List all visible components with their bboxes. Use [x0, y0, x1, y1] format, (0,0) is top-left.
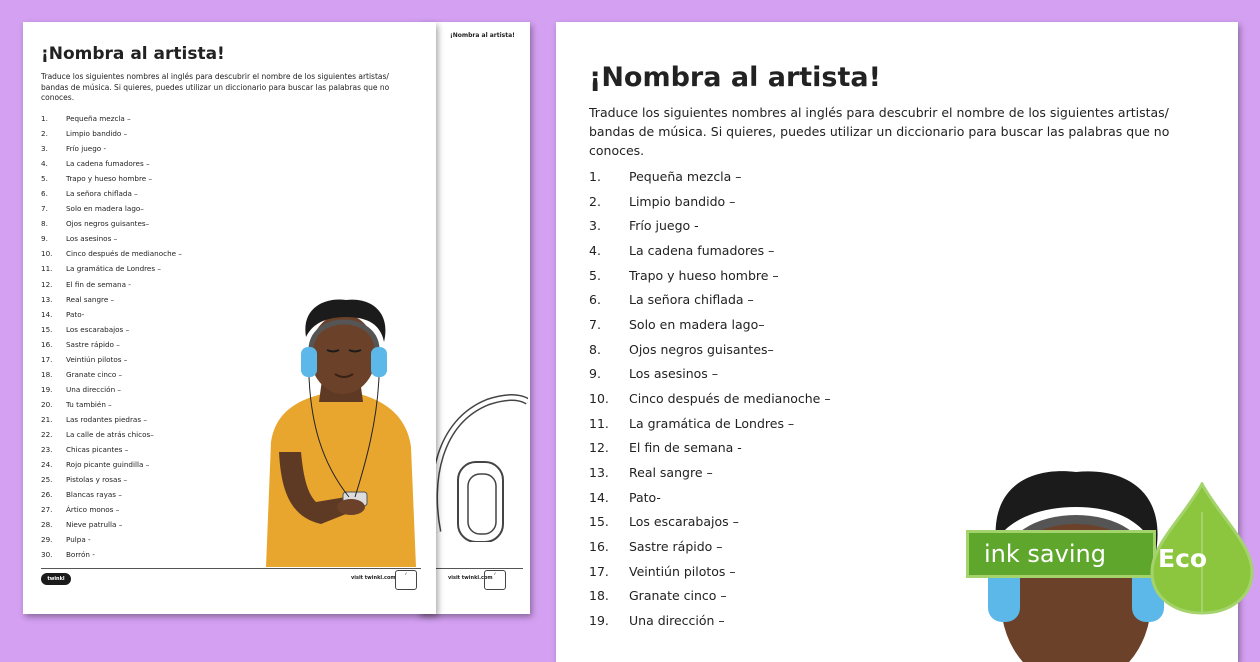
small-item-number: 7.: [41, 204, 48, 214]
big-item-number: 12.: [589, 440, 609, 456]
big-item-text: La señora chiflada –: [629, 292, 754, 308]
small-item-number: 27.: [41, 505, 53, 515]
big-list-item: [589, 387, 831, 412]
small-list-item: [41, 502, 182, 517]
small-item-text: Pato-: [66, 309, 85, 319]
small-list-item: [41, 487, 182, 502]
small-item-text: Ojos negros guisantes–: [66, 219, 150, 229]
big-item-number: 3.: [589, 218, 601, 234]
small-item-text: Limpio bandido –: [66, 129, 128, 139]
small-item-number: 5.: [41, 174, 48, 184]
big-list-item: [589, 510, 831, 535]
small-item-text: Sastre rápido –: [66, 339, 120, 349]
small-list-item: [41, 457, 182, 472]
small-item-number: 23.: [41, 445, 53, 455]
big-list-item: [589, 288, 831, 313]
big-item-text: Sastre rápido –: [629, 538, 723, 554]
big-list-item: [589, 362, 831, 387]
big-item-text: El fin de semana -: [629, 440, 742, 456]
small-item-text: Rojo picante guindilla –: [66, 460, 150, 470]
small-list-item: [41, 412, 182, 427]
small-item-text: Los asesinos –: [66, 234, 118, 244]
big-item-number: 7.: [589, 316, 601, 332]
small-item-number: 21.: [41, 414, 53, 424]
small-item-text: La gramática de Londres –: [66, 264, 161, 274]
small-list-item: [41, 141, 182, 156]
small-item-number: 25.: [41, 475, 53, 485]
small-item-number: 10.: [41, 249, 53, 259]
small-item-number: 18.: [41, 369, 53, 379]
small-item-number: 24.: [41, 460, 53, 470]
small-artist-list: [41, 111, 182, 562]
small-item-text: Real sangre –: [66, 294, 115, 304]
small-item-number: 30.: [41, 550, 53, 560]
small-item-number: 2.: [41, 129, 48, 139]
small-item-number: 6.: [41, 189, 48, 199]
small-list-item: [41, 337, 182, 352]
small-list-item: [41, 367, 182, 382]
small-list-item: [41, 261, 182, 276]
small-item-number: 17.: [41, 354, 53, 364]
small-item-text: Frío juego -: [66, 144, 107, 154]
big-item-text: Limpio bandido –: [629, 193, 736, 209]
back-page-title: ¡Nombra al artista!: [450, 32, 515, 39]
big-item-text: Real sangre –: [629, 464, 713, 480]
big-item-number: 10.: [589, 390, 609, 406]
big-list-item: [589, 239, 831, 264]
small-item-number: 3.: [41, 144, 48, 154]
big-item-number: 18.: [589, 588, 609, 604]
big-list-item: [589, 461, 831, 486]
small-item-number: 19.: [41, 384, 53, 394]
small-item-text: Solo en madera lago–: [66, 204, 144, 214]
eco-label: Eco: [1158, 544, 1208, 573]
big-list-item: [589, 165, 831, 190]
page-title: ¡Nombra al artista!: [589, 62, 881, 93]
small-footer-url: visit twinkl.com: [351, 575, 396, 581]
big-item-text: Frío juego -: [629, 218, 699, 234]
small-list-item: [41, 382, 182, 397]
big-item-number: 19.: [589, 612, 609, 628]
big-item-number: 13.: [589, 464, 609, 480]
big-item-number: 1.: [589, 169, 601, 184]
small-item-text: Granate cinco –: [66, 369, 123, 379]
small-item-number: 12.: [41, 279, 53, 289]
big-list-item: [589, 584, 831, 609]
artist-list: [589, 165, 831, 633]
small-item-text: Ártico monos –: [66, 505, 120, 515]
big-list-item: [589, 264, 831, 289]
small-list-item: [41, 126, 182, 141]
big-item-number: 17.: [589, 563, 609, 579]
small-item-text: Una dirección –: [66, 384, 122, 394]
big-item-number: 2.: [589, 193, 601, 209]
small-item-number: 16.: [41, 339, 53, 349]
small-item-number: 9.: [41, 234, 48, 244]
big-item-number: 8.: [589, 341, 601, 357]
page-intro: Traduce los siguientes nombres al inglés para descubrir el nombre de los siguientes artistas/ bandas de música. Si quieres, puedes utilizar un diccionario para buscar las palabras que no conoces.: [589, 105, 1170, 158]
small-item-text: Chicas picantes –: [66, 445, 129, 455]
twinkl-logo: twinkl: [41, 573, 71, 585]
small-list-item: [41, 517, 182, 532]
small-item-number: 29.: [41, 535, 53, 545]
small-item-text: Pulpa -: [66, 535, 91, 545]
small-list-item: [41, 156, 182, 171]
big-item-text: Pato-: [629, 489, 661, 505]
small-list-item: [41, 231, 182, 246]
big-item-number: 16.: [589, 538, 609, 554]
small-list-item: [41, 427, 182, 442]
big-item-text: Granate cinco –: [629, 588, 727, 604]
small-list-item: [41, 186, 182, 201]
small-list-item: [41, 277, 182, 292]
big-item-number: 14.: [589, 489, 609, 505]
big-list-item: [589, 190, 831, 215]
small-list-item: [41, 322, 182, 337]
small-list-item: [41, 111, 182, 126]
big-item-text: Los escarabajos –: [629, 514, 739, 530]
big-item-number: 11.: [589, 415, 609, 431]
small-list-item: [41, 292, 182, 307]
big-item-text: Los asesinos –: [629, 366, 719, 382]
big-item-text: Cinco después de medianoche –: [629, 390, 831, 406]
back-checked-stamp: ✓: [484, 570, 506, 590]
small-list-item: [41, 246, 182, 261]
small-item-text: Pequeña mezcla –: [66, 114, 131, 123]
big-item-number: 9.: [589, 366, 601, 382]
small-page-title: ¡Nombra al artista!: [41, 44, 225, 64]
big-item-number: 4.: [589, 242, 601, 258]
small-item-text: Las rodantes piedras –: [66, 414, 147, 424]
small-list-item: [41, 442, 182, 457]
big-item-text: La gramática de Londres –: [629, 415, 795, 431]
big-item-text: Pequeña mezcla –: [629, 169, 742, 184]
small-list-item: [41, 352, 182, 367]
small-item-number: 4.: [41, 159, 48, 169]
small-item-text: Veintiún pilotos –: [66, 354, 128, 364]
small-item-number: 26.: [41, 490, 53, 500]
back-footer-line: [428, 568, 523, 569]
big-item-text: Trapo y hueso hombre –: [629, 267, 779, 283]
small-item-number: 22.: [41, 429, 53, 439]
small-list-item: [41, 307, 182, 322]
small-list-item: [41, 397, 182, 412]
small-item-text: Los escarabajos –: [66, 324, 130, 334]
small-list-item: [41, 216, 182, 231]
small-item-text: La calle de atrás chicos–: [66, 429, 154, 439]
ink-saving-eco-badge: [966, 482, 1260, 615]
headphones-outline-illustration: [428, 382, 528, 542]
small-checked-stamp: ✓: [395, 570, 417, 590]
big-list-item: [589, 486, 831, 511]
big-item-text: Ojos negros guisantes–: [629, 341, 774, 357]
big-list-item: [589, 412, 831, 437]
big-item-text: Veintiún pilotos –: [629, 563, 736, 579]
front-worksheet-page: [23, 22, 436, 614]
small-item-text: La cadena fumadores –: [66, 159, 150, 169]
small-item-number: 15.: [41, 324, 53, 334]
small-item-text: Borrón -: [66, 550, 95, 560]
big-list-item: [589, 338, 831, 363]
big-item-number: 6.: [589, 292, 601, 308]
small-list-item: [41, 532, 182, 547]
small-item-text: Cinco después de medianoche –: [66, 249, 182, 259]
big-list-item: [589, 560, 831, 585]
big-item-number: 15.: [589, 514, 609, 530]
big-list-item: [589, 535, 831, 560]
small-item-text: La señora chiflada –: [66, 189, 138, 199]
back-footer-url: visit twinkl.com: [448, 575, 493, 581]
small-list-item: [41, 201, 182, 216]
big-list-item: [589, 313, 831, 338]
small-item-text: Trapo y hueso hombre –: [66, 174, 153, 184]
big-list-item: [589, 214, 831, 239]
small-list-item: [41, 171, 182, 186]
small-footer-line: [41, 568, 421, 569]
big-list-item: [589, 436, 831, 461]
small-page-intro: Traduce los siguientes nombres al inglés para descubrir el nombre de los siguientes artistas/ bandas de música. Si quieres, puedes utilizar un diccionario para buscar las palabras que no conoces.: [41, 72, 390, 102]
big-item-text: Una dirección –: [629, 612, 725, 628]
small-item-number: 8.: [41, 219, 48, 229]
big-item-text: La cadena fumadores –: [629, 242, 775, 258]
small-list-item: [41, 472, 182, 487]
small-item-text: Nieve patrulla –: [66, 520, 123, 530]
small-item-number: 13.: [41, 294, 53, 304]
small-item-number: 14.: [41, 309, 53, 319]
big-item-text: Solo en madera lago–: [629, 316, 765, 332]
small-item-text: El fin de semana -: [66, 279, 131, 289]
small-item-number: 28.: [41, 520, 53, 530]
big-item-number: 5.: [589, 267, 601, 283]
small-item-text: Pistolas y rosas –: [66, 475, 128, 485]
small-list-item: [41, 547, 182, 562]
boy-with-headphones-illustration: [251, 292, 421, 567]
ink-saving-label: ink saving: [984, 540, 1106, 568]
small-item-number: 11.: [41, 264, 53, 274]
small-item-number: 1.: [41, 114, 48, 123]
small-item-number: 20.: [41, 399, 53, 409]
small-item-text: Blancas rayas –: [66, 490, 122, 500]
small-item-text: Tu también –: [66, 399, 112, 409]
